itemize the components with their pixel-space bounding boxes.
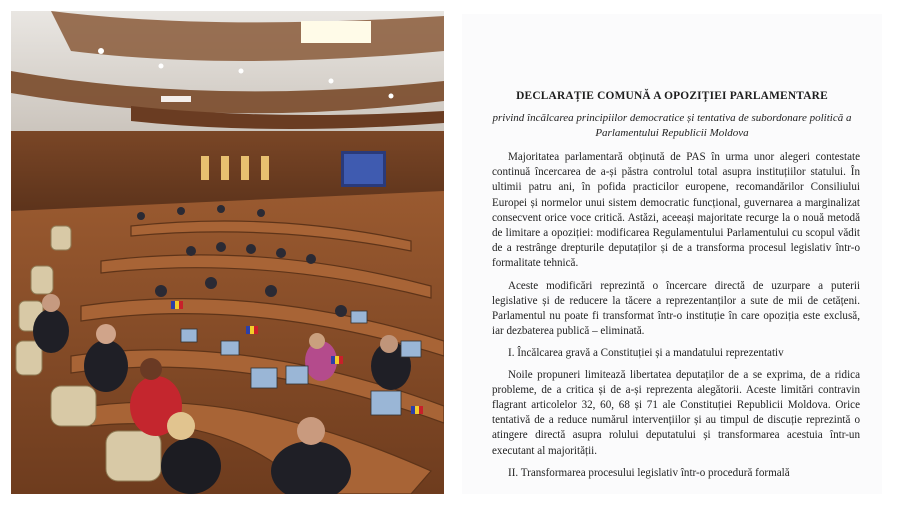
section-1-text: Noile propuneri limitează libertatea deputaților de a se exprima, de a ridica probleme, de a critica și de a-și reprezenta alegătorii. Aceste limitări contravin flagrant articolelor 32, 60, 68 și 71 ale Constituției Republicii Moldova. Orice tentativă de a reduce numărul intervențiilor și au timpul de discuție reprezintă o atingere directă asupra rolului deputatului și transformarea acestuia într-un executant al majorității. [492,368,860,457]
document-body [492,150,860,487]
declaration-document [462,14,882,494]
paragraph-1: Majoritatea parlamentară obținută de PAS în urma unor alegeri contestate continuă încercarea de a-și păstra controlul total asupra instituțiilor statului. În ultimii patru ani, în pofida practicilor europene, recomandărilor Consiliului Europei și normelor unui sistem democratic funcțional, guvernarea a marginalizat consecvent orice voce critică. Astăzi, aceeași majoritate recurge la o nouă metodă de limitare a opoziției: modificarea Regulamentului Parlamentului cu scopul vădit de a restrânge drepturile deputaților și de a transforma procesul legislativ într-o formalitate tehnică. [492,151,860,270]
section-heading-1: I. Încălcarea gravă a Constituției și a mandatului reprezentativ [508,347,784,360]
paragraph-2: Aceste modificări reprezintă o încercare directă de uzurpare a puterii legislative și de reducere la tăcere a reprezentanților a sute de mii de cetățeni. Parlamentul nu poate fi transformat într-o instituție în care opoziția este exclusă, iar dezbaterea publică – eliminată. [492,279,860,338]
document-title: DECLARAȚIE COMUNĂ A OPOZIȚIEI PARLAMENTARE [516,90,828,102]
section-heading-2: II. Transformarea procesului legislativ într-o procedură formală [508,466,790,479]
document-subtitle: privind încălcarea principiilor democratice și tentativa de subordonare politică a Parlamentului Republicii Moldova [492,112,852,139]
parliament-chamber-photo [11,11,444,494]
